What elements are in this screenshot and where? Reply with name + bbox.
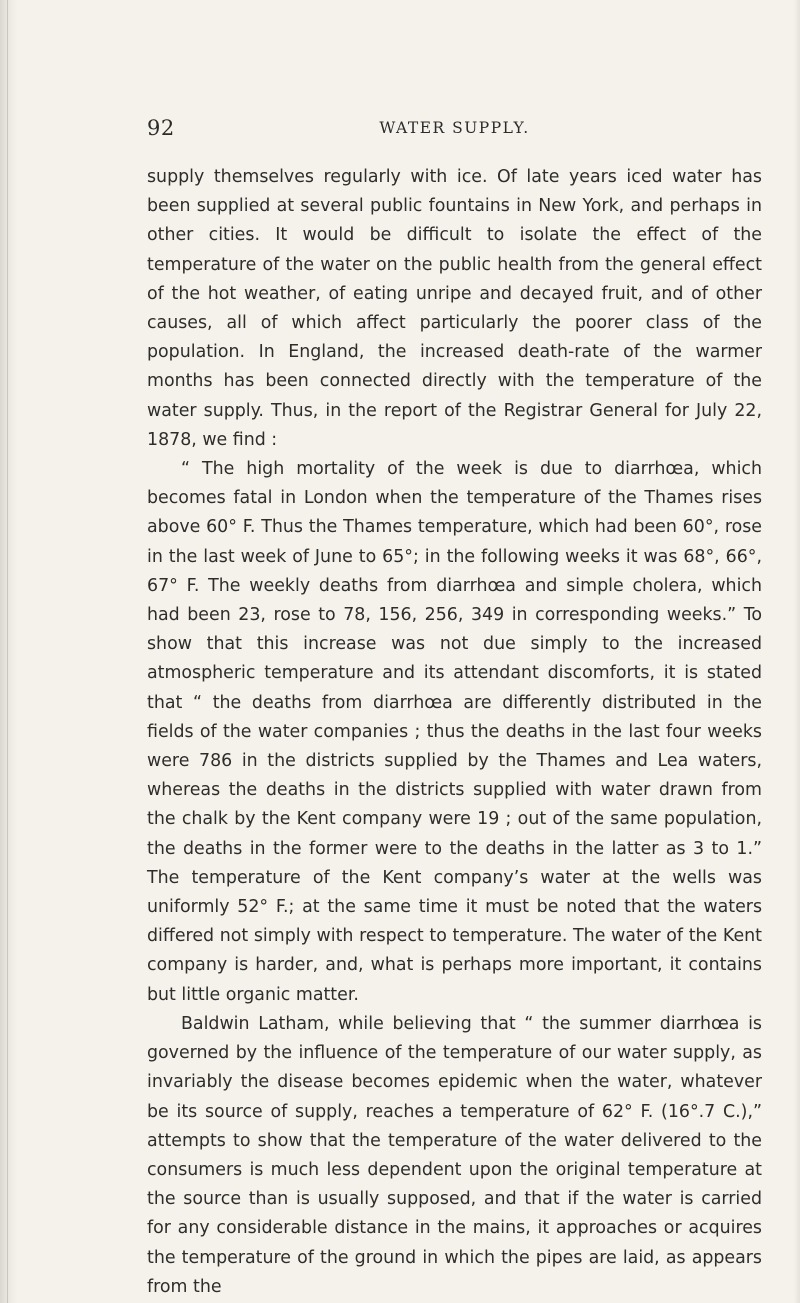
body-text — [147, 163, 762, 1302]
page-edge — [794, 0, 800, 1303]
paragraph-continued: supply themselves regularly with ice. Of late years iced water has been supplied at several public fountains in New York, and perhaps in other cities. It would be difficult to isolate the effect of the temperature of the water on the public health from the general effect of the hot weather, of eating unripe and decayed fruit, and of other causes, all of which affect particularly the poorer class of the population. In England, the increased death-rate of the warmer months has been connected directly with the temperature of the water supply. Thus, in the report of the Registrar General for July 22, 1878, we find : — [147, 167, 762, 450]
binding-edge-line — [7, 0, 8, 1303]
page-number: 92 — [147, 116, 175, 140]
paragraph-quotation: “ The high mortality of the week is due to diarrhœa, which becomes fatal in London when the temperature of the Thames rises above 60° F. Thus the Thames temperature, which had been 60°, rose in the last week of June to 65°; in the following weeks it was 68°, 66°, 67° F. The weekly deaths from diarrhœa and simple cholera, which had been 23, rose to 78, 156, 256, 349 in corresponding weeks.” To show that this increase was not due simply to the increased atmospheric temperature and its attendant discomforts, it is stated that “ the deaths from diarrhœa are differently distributed in the fields of the water companies ; thus the deaths in the last four weeks were 786 in the districts supplied by the Thames and Lea waters, whereas the deaths in the districts supplied with water drawn from the chalk by the Kent company were 19 ; out of the same population, the deaths in the former were to the deaths in the latter as 3 to 1.” The temperature of the Kent company’s water at the wells was uniformly 52° F.; at the same time it must be noted that the waters differed not simply with respect to temperature. The water of the Kent company is harder, and, what is perhaps more important, it contains but little organic matter. — [147, 459, 762, 1005]
paragraph-baldwin-latham: Baldwin Latham, while believing that “ the summer diarrhœa is governed by the influence of the temperature of our water supply, as invariably the disease becomes epidemic when the water, whatever be its source of supply, reaches a temperature of 62° F. (16°.7 C.),” attempts to show that the temperature of the water delivered to the consumers is much less dependent upon the original temperature at the source than is usually supposed, and that if the water is carried for any considerable distance in the mains, it approaches or acquires the temperature of the ground in which the pipes are laid, as appears from the — [147, 1013, 762, 1297]
running-head — [147, 116, 762, 146]
running-title: WATER SUPPLY. — [379, 119, 530, 137]
binding-gutter — [0, 0, 18, 1303]
